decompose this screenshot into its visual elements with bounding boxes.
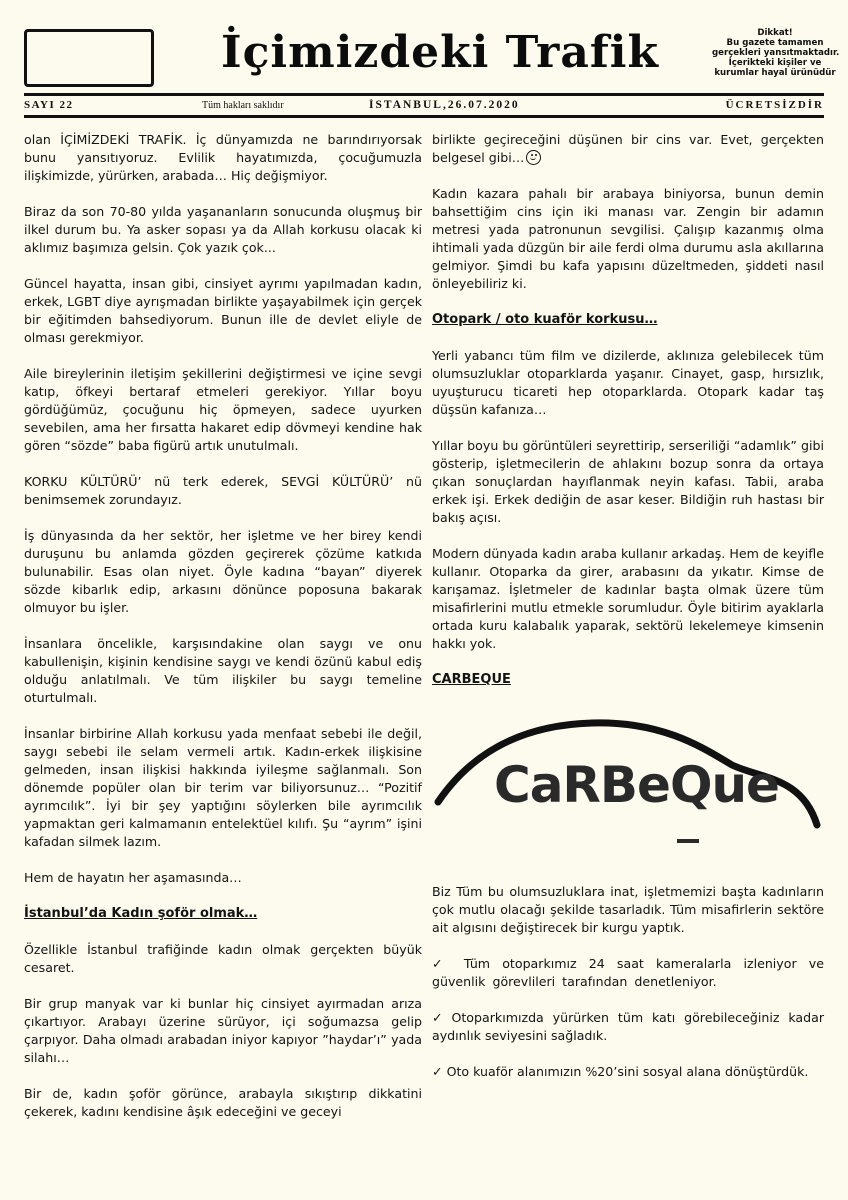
- article-paragraph: Güncel hayatta, insan gibi, cinsiyet ayrımı yapılmadan kadın, erkek, LGBT diye ayrışmadan birlikte yaşayabilmek için gerçek bir eğitimden bahsediyorum. Bunun ille de devlet eliyle de olması gerekmiyor.: [24, 276, 422, 345]
- section-heading-parking-fear: Otopark / oto kuaför korkusu…: [432, 312, 658, 327]
- masthead-rule-bottom: [24, 115, 824, 118]
- left-column: [24, 131, 422, 1139]
- notice-line: Dikkat!: [757, 28, 793, 38]
- newspaper-title: İçimizdeki Trafik: [221, 27, 659, 78]
- checklist-item: [432, 1063, 824, 1081]
- article-paragraph: Yerli yabancı tüm film ve dizilerde, aklınıza gelebilecek tüm olumsuzluklar otoparklarda yaşanır. Cinayet, gasp, hırsızlık, uyuşturucu ticareti hep otoparklarda. Otopark kadar taş düşsün kafanıza…: [432, 348, 824, 417]
- check-icon: ✓: [432, 1064, 443, 1079]
- notice-line: kurumlar hayal ürünüdür: [714, 68, 836, 78]
- article-paragraph: [432, 131, 824, 167]
- smiley-icon: [526, 150, 541, 165]
- checklist-item: [432, 955, 824, 991]
- checklist-text: Oto kuaför alanımızın %20’sini sosyal alana dönüştürdük.: [446, 1064, 809, 1079]
- checklist-item: [432, 1009, 824, 1045]
- article-paragraph: Aile bireylerinin iletişim şekillerini değiştirmesi ve içine sevgi katıp, öfkeyi bertaraf etmeleri gerekiyor. Yıllar boyu gördüğümüz, çocuğunu hiç öpmeyen, sadece uyurken sevebilen, ama her fırsatta hakaret edip dövmeyi kendine hak gören “sözde” baba figürü artık unutulmalı.: [24, 366, 422, 453]
- article-paragraph: Hem de hayatın her aşamasında…: [24, 870, 242, 885]
- article-paragraph: Kadın kazara pahalı bir arabaya biniyorsa, bunun demin bahsettiğim cins için iki manası var. Zengin bir adamın metresi yada patronunun sevgilisi. Çalışıp kazanmış olma ihtimali yada düzgün bir aile ferdi olma durumu asla akıllarına gelmiyor. Şimdi bu kafa yapısını düzeltmeden, şiddeti nasıl önleyebiliriz ki.: [432, 186, 824, 291]
- issue-number: SAYI 22: [24, 99, 74, 111]
- info-bar: [24, 97, 824, 115]
- article-paragraph: Özellikle İstanbul trafiğinde kadın olmak gerçekten büyük cesaret.: [24, 942, 422, 975]
- dateline: İSTANBUL,26.07.2020: [369, 99, 520, 111]
- article-paragraph: Bir de, kadın şoför görünce, arabayla sıkıştırıp dikkatini çekerek, kadını kendisine âşık edeceğini ve geceyi: [24, 1086, 422, 1119]
- checklist-text: Otoparkımızda yürürken tüm katı görebileceğiniz kadar aydınlık seviyesini sağladık.: [432, 1010, 825, 1043]
- article-paragraph: İnsanlara öncelikle, karşısındakine olan saygı ve onu kabullenişin, kişinin kendisine saygı ve kendi özünü kabul ediş olduğu anlatılmalı. Ve tüm ilişkiler bu saygı temeline oturtulmalı.: [24, 636, 422, 705]
- brand-logo-text: CaRBeQue: [494, 756, 779, 814]
- article-paragraph: Bir grup manyak var ki bunlar hiç cinsiyet ayırmadan arıza çıkartıyor. Arabayı üzerine sürüyor, içi soğumazsa gelip çarpıyor. Daha olmadı arabadan iniyor kapıyor ”haydar’ı” yada silahı…: [24, 996, 422, 1065]
- article-paragraph: Modern dünyada kadın araba kullanır arkadaş. Hem de keyifle kullanır. Otoparka da girer, arabasını da yıkatır. Kimse de karışamaz. İşletmeler de kadınlar başta olmak üzere tüm misafirlerini mutlu etmekle sorumludur. Öyle bitirim ayaklarla ortada kuru kalabalık yaparak, sektörü lekelemeye kimsenin hakkı yok.: [432, 546, 824, 651]
- checklist-text: Tüm otoparkımız 24 saat kameralarla izleniyor ve güvenlik görevlileri tarafından denetleniyor.: [432, 956, 824, 989]
- article-paragraph: Yıllar boyu bu görüntüleri seyrettirip, serseriliği “adamlık” gibi gösterip, işletmecilerin de ahlakını bozup sonra da ortaya çıkan sonuçlardan hayıflanmak neyin kafası. Tabii, araba erkek işi. Erkek dediğin de asar keser. Bildiğin ruh hastası bir bakış açısı.: [432, 438, 824, 525]
- notice-line: gerçekleri yansıtmaktadır.: [712, 48, 840, 58]
- masthead: [0, 0, 848, 125]
- disclaimer-notice: [712, 28, 838, 78]
- copyright-note: Tüm hakları saklıdır: [202, 100, 284, 111]
- article-paragraph: Biraz da son 70-80 yılda yaşananların sonucunda oluşmuş bir ilkel durum bu. Ya asker sopası ya da Allah korkusu olacak ki aklımız başımıza gelsin. Çok yazık çok...: [24, 204, 422, 255]
- check-icon: ✓: [432, 956, 448, 971]
- logo-placeholder-box: [24, 29, 154, 87]
- article-paragraph: KORKU KÜLTÜRÜ’ nü terk ederek, SEVGİ KÜLTÜRÜ’ nü benimsemek zorundayız.: [24, 474, 422, 507]
- check-icon: ✓: [432, 1010, 448, 1025]
- article-paragraph: İnsanlar birbirine Allah korkusu yada menfaat sebebi ile değil, saygı sebebi ile selam vermeli artık. Kadın-erkek ilişkisine gelmeden, insan ilişkisi hakkında iyileşme sağlanmalı. Son dönemde popüler olan bir terim var biliyorsunuz… “Pozitif ayrımcılık”. İyi bir şey yaptığını söylerken bile ayrımcılık yapmaktan geri kalmamanın entelektüel kılıfı. Şu “ayrım” işini kafadan silmek lazım.: [24, 726, 422, 849]
- masthead-rule-top: [24, 93, 824, 96]
- section-heading-istanbul-driver: İstanbul’da Kadın şoför olmak…: [24, 906, 258, 921]
- section-heading-carbeque: CARBEQUE: [432, 672, 511, 687]
- article-paragraph: Biz Tüm bu olumsuzluklara inat, işletmemizi başta kadınların çok mutlu olacağı şekilde tasarladık. Tüm misafirlerin sektöre ait algısını değiştirecek bir kurgu yaptık.: [432, 884, 824, 935]
- article-paragraph: İş dünyasında da her sektör, her işletme ve her birey kendi duruşunu bu anlamda gözden geçirerek çözüme katkıda bulunabilir. Esas olan niyet. Öyle kadına “bayan” diyerek sözde kibarlık edip, arkasını dönünce poposuna bakarak olmuyor bu işler.: [24, 528, 422, 615]
- right-column: [432, 131, 824, 1099]
- article-paragraph: olan İÇİMİZDEKİ TRAFİK. İç dünyamızda ne barındırıyorsak bunu yansıtıyoruz. Evlilik hayatımızda, çocuğumuzla ilişkimizde, yürürken, arabada… Hiç değişmiyor.: [24, 132, 422, 183]
- intro-text: birlikte geçireceğini düşünen bir cins var. Evet, gerçekten belgesel gibi…: [432, 132, 824, 165]
- notice-line: İçerikteki kişiler ve: [728, 58, 822, 68]
- notice-line: Bu gazete tamamen: [726, 38, 824, 48]
- price-label: ÜCRETSİZDİR: [725, 99, 824, 111]
- carbeque-logo: [432, 707, 824, 857]
